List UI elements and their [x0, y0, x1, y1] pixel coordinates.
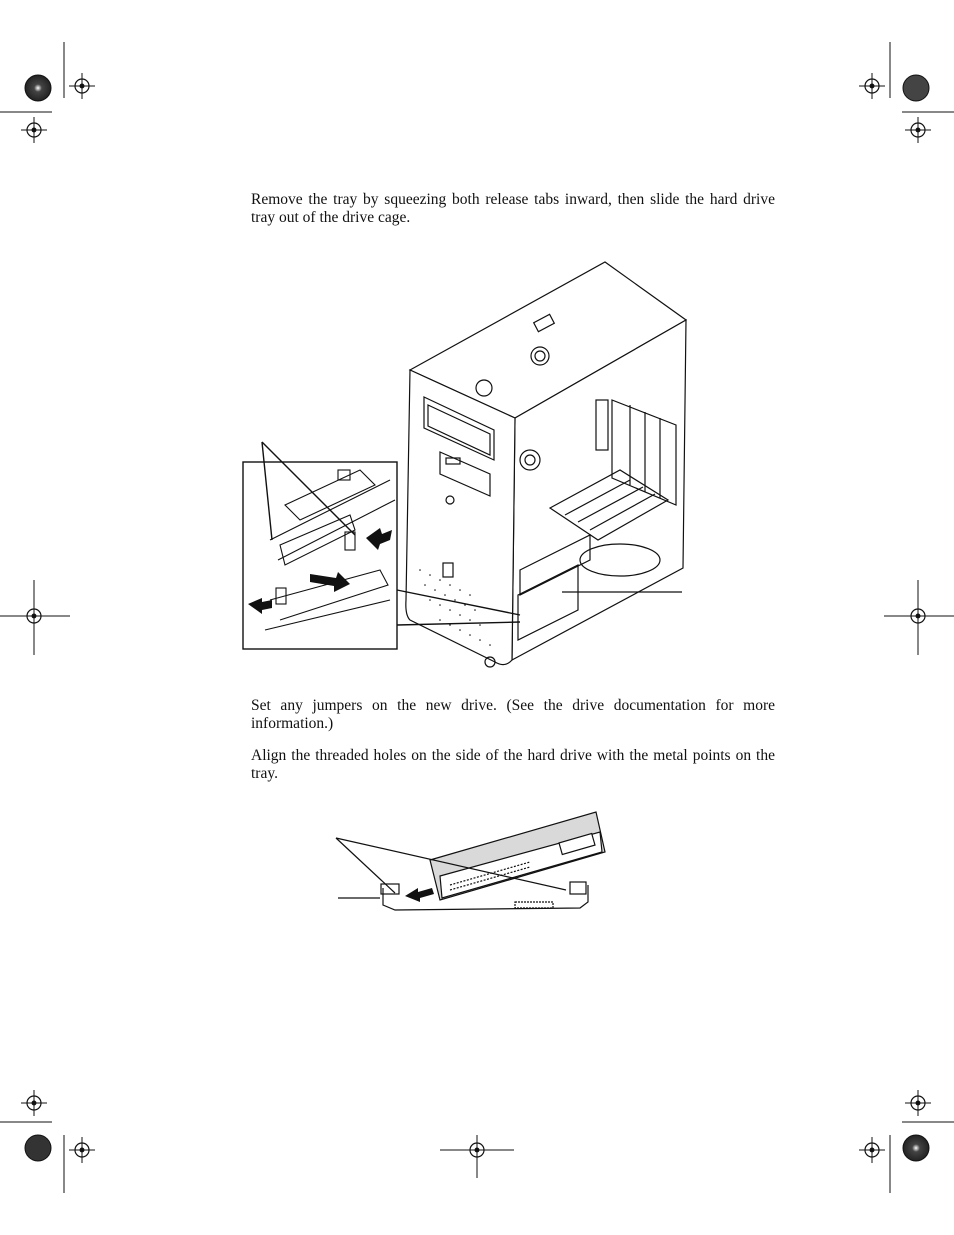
instruction-align-holes: Align the threaded holes on the side of the hard drive with the metal points on the tray.: [251, 747, 775, 782]
instruction-remove-tray: Remove the tray by squeezing both release tabs inward, then slide the hard drive tray out of the drive cage.: [251, 191, 775, 226]
instruction-set-jumpers: Set any jumpers on the new drive. (See the drive documentation for more information.): [251, 697, 775, 732]
